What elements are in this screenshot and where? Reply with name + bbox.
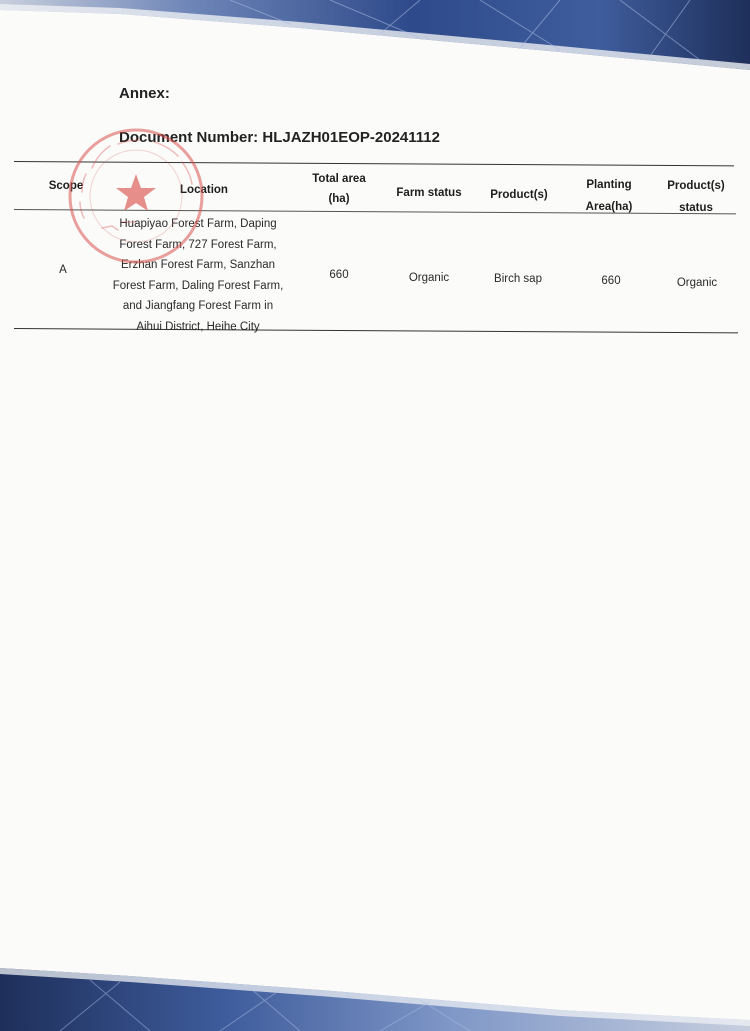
location-line: Forest Farm, 727 Forest Farm,: [119, 238, 277, 251]
header-scope: Scope: [48, 180, 84, 192]
header-decorative-band: [0, 0, 750, 70]
header-farm-status: Farm status: [396, 187, 462, 199]
header-location: Location: [180, 184, 228, 196]
location-line: and Jiangfang Forest Farm in: [122, 300, 274, 312]
header-total-area-line2: (ha): [328, 193, 350, 205]
annex-table: [14, 161, 738, 341]
header-product-status: [658, 175, 734, 219]
location-line: Forest Farm, Daling Forest Farm,: [112, 279, 284, 292]
header-total-area-line1: Total area: [312, 173, 366, 185]
header-product-status-line1: Product(s): [667, 180, 725, 192]
header-planting-area: [572, 174, 646, 218]
header-product-status-line2: status: [679, 202, 713, 214]
footer-decorative-band: [0, 968, 750, 1031]
cell-scope: A: [59, 264, 67, 276]
cell-planting-area: 660: [601, 275, 621, 287]
document-number-line: [119, 129, 440, 146]
location-line: Erzhan Forest Farm, Sanzhan: [120, 259, 276, 271]
header-total-area: [304, 169, 374, 209]
cell-products: Birch sap: [494, 273, 542, 285]
cell-total-area: 660: [329, 269, 349, 281]
location-line: Aihui District, Heihe City: [136, 320, 260, 333]
cell-product-status: Organic: [676, 277, 718, 289]
header-products: Product(s): [490, 189, 548, 201]
cell-location: [108, 214, 288, 337]
annex-label: Annex:: [119, 85, 170, 102]
document-number-label: Document Number:: [119, 129, 259, 146]
header-planting-area-line2: Area(ha): [585, 201, 633, 213]
table-top-rule: [14, 161, 734, 166]
header-planting-area-line1: Planting: [586, 179, 632, 191]
document-number-value: HLJAZH01EOP-20241112: [262, 129, 440, 146]
cell-farm-status: Organic: [408, 272, 450, 284]
location-line: Huapiyao Forest Farm, Daping: [119, 218, 277, 230]
